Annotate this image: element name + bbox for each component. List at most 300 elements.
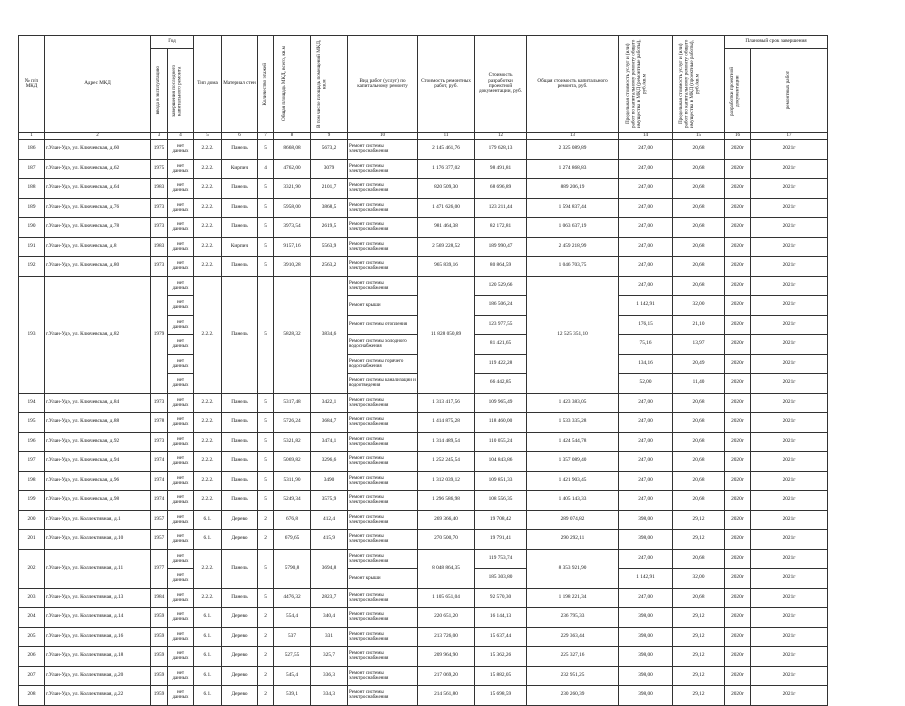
row-total-area: 539,1 [274,686,311,706]
row-total-area: 5249,34 [274,491,311,511]
row-c15: 21,10 [673,315,725,335]
row-work-type: Ремонт системы электроснабжения [348,140,418,160]
row-last-repair: нет данных [168,452,194,472]
row-c17: 2021г [751,218,828,238]
row-number: 186 [19,140,45,160]
row-premises-area: 2101,7 [311,179,348,199]
row-c16: 2020г [725,588,751,608]
row-last-repair: нет данных [168,276,194,296]
row-address: г.Улан-Удэ, ул. Ключевская, д.60 [45,140,151,160]
column-number-3: 3 [151,133,168,140]
row-c15: 20,68 [673,452,725,472]
row-commission-year: 1975 [151,159,168,179]
row-c14: 247,00 [619,140,673,160]
row-commission-year: 1959 [151,666,168,686]
row-number: 190 [19,218,45,238]
row-c16: 2020г [725,140,751,160]
row-c12: 119 753,74 [475,549,527,569]
row-floors: 5 [258,432,274,452]
row-total-area: 5790,8 [274,549,311,588]
row-wall-material: Панель [222,491,258,511]
row-last-repair: нет данных [168,608,194,628]
row-c15: 20,68 [673,413,725,433]
header-work-type: Вид работ (услуг) по капитальному ремонту [348,36,418,133]
row-c11: 1 105 651,04 [418,588,475,608]
row-address: г.Улан-Удэ, ул. Ключевская, д.62 [45,159,151,179]
row-c16: 2020г [725,471,751,491]
table-row [19,218,828,238]
table-row [19,257,828,277]
row-c14: 247,00 [619,257,673,277]
row-wall-material: Панель [222,588,258,608]
row-floors: 5 [258,491,274,511]
row-premises-area: 340,4 [311,608,348,628]
row-c16: 2020г [725,393,751,413]
row-c13: 236 795,33 [527,608,619,628]
row-commission-year: 1959 [151,647,168,667]
table-body [19,140,828,706]
row-c13: 1 424 544,78 [527,432,619,452]
row-c12: 19 791,41 [475,530,527,550]
row-number: 199 [19,491,45,511]
row-premises-area: 3834,6 [311,276,348,393]
row-c15: 20,68 [673,276,725,296]
row-c16: 2020г [725,198,751,218]
row-house-type: 6.1. [194,666,222,686]
row-c14: 398,00 [619,530,673,550]
column-number-15: 15 [673,133,725,140]
row-c14: 52,00 [619,374,673,394]
row-total-area: 527,55 [274,647,311,667]
row-wall-material: Панель [222,413,258,433]
row-c16: 2020г [725,491,751,511]
row-work-type: Ремонт системы электроснабжения [348,179,418,199]
row-floors: 2 [258,647,274,667]
row-c17: 2021г [751,276,828,296]
row-c17: 2021г [751,335,828,355]
row-premises-area: 334,3 [311,686,348,706]
table-row [19,510,828,530]
row-last-repair: нет данных [168,588,194,608]
row-c13: 1 405 143,33 [527,491,619,511]
row-last-repair: нет данных [168,296,194,316]
row-floors: 5 [258,549,274,588]
row-c17: 2021г [751,530,828,550]
row-commission-year: 1973 [151,198,168,218]
table-row [19,686,828,706]
row-c15: 29,12 [673,647,725,667]
row-c16: 2020г [725,296,751,316]
column-number-6: 6 [222,133,258,140]
row-c16: 2020г [725,218,751,238]
row-work-type: Ремонт системы холодного водоснабжения [348,335,418,355]
row-c15: 29,12 [673,627,725,647]
row-c13: 1 274 868,83 [527,159,619,179]
row-commission-year: 1974 [151,471,168,491]
row-c11: 11 828 050,89 [418,276,475,393]
row-house-type: 2.2.2. [194,276,222,393]
row-number: 208 [19,686,45,706]
row-work-type: Ремонт системы электроснабжения [348,608,418,628]
row-c13: 2 325 089,89 [527,140,619,160]
row-c17: 2021г [751,237,828,257]
row-house-type: 6.1. [194,510,222,530]
row-floors: 2 [258,686,274,706]
row-c17: 2021г [751,588,828,608]
row-c15: 20,68 [673,491,725,511]
row-c14: 247,00 [619,491,673,511]
row-floors: 2 [258,627,274,647]
row-house-type: 6.1. [194,647,222,667]
row-total-area: 4476,32 [274,588,311,608]
row-last-repair: нет данных [168,666,194,686]
row-commission-year: 1978 [151,413,168,433]
row-c17: 2021г [751,549,828,569]
row-address: г.Улан-Удэ, ул. Ключевская, д.78 [45,218,151,238]
column-number-14: 14 [619,133,673,140]
row-work-type: Ремонт системы электроснабжения [348,510,418,530]
row-address: г.Улан-Удэ, ул. Коллективная, д.14 [45,608,151,628]
row-premises-area: 3079 [311,159,348,179]
header-wall-material: Материал стен [222,36,258,133]
row-c11: 8 048 864,35 [418,549,475,588]
row-c16: 2020г [725,549,751,569]
row-last-repair: нет данных [168,179,194,199]
row-c11: 965 839,16 [418,257,475,277]
row-c13: 1 421 903,45 [527,471,619,491]
row-c15: 20,68 [673,549,725,569]
row-premises-area: 3422,1 [311,393,348,413]
row-floors: 5 [258,179,274,199]
row-c11: 1 314 489,54 [418,432,475,452]
row-total-area: 9157,16 [274,237,311,257]
row-work-type: Ремонт системы электроснабжения [348,218,418,238]
row-c16: 2020г [725,237,751,257]
row-floors: 5 [258,140,274,160]
row-commission-year: 1984 [151,588,168,608]
row-c12: 15 362,26 [475,647,527,667]
row-c12: 98 491,81 [475,159,527,179]
row-c17: 2021г [751,666,828,686]
row-c17: 2021г [751,159,828,179]
row-last-repair: нет данных [168,393,194,413]
row-house-type: 2.2.2. [194,179,222,199]
row-c15: 20,68 [673,179,725,199]
row-c11: 1 176 377,02 [418,159,475,179]
row-wall-material: Дерево [222,530,258,550]
row-number: 192 [19,257,45,277]
row-house-type: 2.2.2. [194,549,222,588]
row-work-type: Ремонт системы электроснабжения [348,471,418,491]
row-address: г.Улан-Удэ, ул. Ключевская, д.76 [45,198,151,218]
row-c12: 179 628,13 [475,140,527,160]
row-wall-material: Дерево [222,647,258,667]
table-row [19,140,828,160]
row-c12: 120 529,66 [475,276,527,296]
row-c12: 186 506,24 [475,296,527,316]
row-c14: 247,00 [619,452,673,472]
row-c13: 1 198 221,34 [527,588,619,608]
row-work-type: Ремонт системы горячего водоснабжения [348,354,418,374]
row-number: 207 [19,666,45,686]
row-floors: 2 [258,608,274,628]
row-c16: 2020г [725,159,751,179]
row-c13: 1 357 089,40 [527,452,619,472]
header-repair-cost: Стоимость ремонтных работ, руб. [418,36,475,133]
row-c15: 29,12 [673,686,725,706]
row-c14: 247,00 [619,393,673,413]
row-address: г.Улан-Удэ, ул. Коллективная, д.10 [45,530,151,550]
row-wall-material: Панель [222,179,258,199]
row-premises-area: 325,7 [311,647,348,667]
row-house-type: 6.1. [194,627,222,647]
row-work-type: Ремонт системы электроснабжения [348,452,418,472]
header-address: Адрес МКД [45,36,151,133]
header-floors: Количество этажей [261,62,268,106]
row-c17: 2021г [751,569,828,589]
row-c12: 189 990,47 [475,237,527,257]
row-wall-material: Панель [222,198,258,218]
row-c16: 2020г [725,452,751,472]
row-c12: 15 882,05 [475,666,527,686]
row-address: г.Улан-Удэ, ул. Ключевская, д.64 [45,179,151,199]
column-number-8: 8 [274,133,311,140]
column-number-5: 5 [194,133,222,140]
row-house-type: 2.2.2. [194,393,222,413]
row-c11: 270 500,70 [418,530,475,550]
row-c14: 247,00 [619,413,673,433]
row-c16: 2020г [725,315,751,335]
row-address: г.Улан-Удэ, ул. Коллективная, д.11 [45,549,151,588]
row-c16: 2020г [725,647,751,667]
table-row [19,530,828,550]
row-c13: 1 046 703,75 [527,257,619,277]
table-row [19,608,828,628]
row-house-type: 6.1. [194,530,222,550]
row-c17: 2021г [751,393,828,413]
row-c14: 247,00 [619,432,673,452]
header-limit-design: Предельная стоимость услуг и (или) работ по капитальному ремонту общего имущества в МКД (проектные работы), руб./кв.м [677,39,700,129]
row-address: г.Улан-Удэ, ул. Ключевская, д.82 [45,276,151,393]
row-wall-material: Дерево [222,627,258,647]
row-c17: 2021г [751,432,828,452]
table-row [19,491,828,511]
capital-repair-table-sheet [18,35,828,706]
row-commission-year: 1983 [151,237,168,257]
row-last-repair: нет данных [168,432,194,452]
row-address: г.Улан-Удэ, ул. Ключевская, д.98 [45,491,151,511]
row-house-type: 2.2.2. [194,471,222,491]
row-total-area: 679,65 [274,530,311,550]
row-address: г.Улан-Удэ, ул. Коллективная, д.20 [45,666,151,686]
row-commission-year: 1973 [151,257,168,277]
row-house-type: 2.2.2. [194,452,222,472]
row-commission-year: 1974 [151,452,168,472]
row-commission-year: 1983 [151,179,168,199]
row-c15: 29,12 [673,666,725,686]
row-c11: 209 964,90 [418,647,475,667]
row-total-area: 5321,82 [274,432,311,452]
row-last-repair: нет данных [168,471,194,491]
row-c15: 29,12 [673,608,725,628]
row-wall-material: Панель [222,218,258,238]
row-c16: 2020г [725,530,751,550]
row-c17: 2021г [751,198,828,218]
column-number-12: 12 [475,133,527,140]
row-last-repair: нет данных [168,413,194,433]
row-house-type: 2.2.2. [194,159,222,179]
row-c14: 247,00 [619,549,673,569]
row-floors: 4 [258,159,274,179]
row-wall-material: Дерево [222,666,258,686]
row-c13: 225 327,16 [527,647,619,667]
row-work-type: Ремонт системы отопления [348,315,418,335]
row-work-type: Ремонт системы электроснабжения [348,413,418,433]
table-row [19,588,828,608]
row-c16: 2020г [725,354,751,374]
row-c11: 2 145 461,76 [418,140,475,160]
row-last-repair: нет данных [168,218,194,238]
row-c17: 2021г [751,296,828,316]
row-number: 206 [19,647,45,667]
row-c17: 2021г [751,315,828,335]
header-design-cost: Стоимость разработки проектной документации, руб. [475,36,527,133]
row-c17: 2021г [751,608,828,628]
column-number-7: 7 [258,133,274,140]
row-wall-material: Кирпич [222,159,258,179]
row-total-area: 5069,82 [274,452,311,472]
column-number-1: 1 [19,133,45,140]
row-house-type: 6.1. [194,608,222,628]
row-c11: 820 509,30 [418,179,475,199]
row-c14: 247,00 [619,218,673,238]
row-c14: 398,00 [619,686,673,706]
row-work-type: Ремонт системы электроснабжения [348,257,418,277]
table-row [19,237,828,257]
row-c15: 11,40 [673,374,725,394]
row-c12: 16 144,13 [475,608,527,628]
row-floors: 5 [258,257,274,277]
row-c16: 2020г [725,276,751,296]
header-plan-group: Плановый срок завершения [725,36,828,49]
row-number: 194 [19,393,45,413]
row-house-type: 6.1. [194,686,222,706]
row-premises-area: 2619,5 [311,218,348,238]
row-c12: 15 637,44 [475,627,527,647]
row-c14: 398,00 [619,608,673,628]
row-c14: 398,00 [619,627,673,647]
row-c15: 20,68 [673,198,725,218]
row-floors: 2 [258,666,274,686]
row-c11: 269 366,40 [418,510,475,530]
row-c16: 2020г [725,608,751,628]
row-floors: 5 [258,393,274,413]
row-c17: 2021г [751,647,828,667]
row-premises-area: 3868,5 [311,198,348,218]
row-last-repair: нет данных [168,354,194,374]
row-commission-year: 1959 [151,608,168,628]
row-premises-area: 3474,1 [311,432,348,452]
row-wall-material: Панель [222,471,258,491]
row-number: 189 [19,198,45,218]
row-floors: 5 [258,237,274,257]
row-last-repair: нет данных [168,198,194,218]
column-number-10: 10 [348,133,418,140]
row-number: 197 [19,452,45,472]
row-last-repair: нет данных [168,510,194,530]
row-number: 188 [19,179,45,199]
row-c17: 2021г [751,140,828,160]
table-row [19,276,828,296]
header-premises-area: В том числе площадь помещений МКД, кв.м [316,39,328,129]
row-c16: 2020г [725,374,751,394]
row-c14: 398,00 [619,666,673,686]
row-c13: 2 459 218,99 [527,237,619,257]
row-c16: 2020г [725,257,751,277]
row-c17: 2021г [751,491,828,511]
row-c17: 2021г [751,257,828,277]
row-address: г.Улан-Удэ, ул. Ключевская, д.94 [45,452,151,472]
row-c15: 13,97 [673,335,725,355]
row-last-repair: нет данных [168,491,194,511]
row-house-type: 2.2.2. [194,588,222,608]
row-total-area: 8668,08 [274,140,311,160]
row-c13: 12 525 351,10 [527,276,619,393]
row-last-repair: нет данных [168,159,194,179]
row-c15: 20,68 [673,218,725,238]
row-c11: 1 296 586,98 [418,491,475,511]
row-commission-year: 1959 [151,627,168,647]
header-plan-design: разработки проектной документации [728,66,740,116]
row-c17: 2021г [751,413,828,433]
row-c13: 289 074,82 [527,510,619,530]
row-floors: 2 [258,530,274,550]
row-address: г.Улан-Удэ, ул. Ключевская, д.88 [45,413,151,433]
row-c15: 20,68 [673,237,725,257]
row-number: 202 [19,549,45,588]
row-last-repair: нет данных [168,569,194,589]
row-c12: 123 977,55 [475,315,527,335]
row-work-type: Ремонт системы электроснабжения [348,588,418,608]
column-number-13: 13 [527,133,619,140]
row-c12: 68 696,89 [475,179,527,199]
row-c11: 1 252 245,54 [418,452,475,472]
row-last-repair: нет данных [168,549,194,569]
row-c15: 20,68 [673,471,725,491]
row-c16: 2020г [725,666,751,686]
row-c12: 82 172,81 [475,218,527,238]
row-floors: 5 [258,413,274,433]
row-c11: 220 651,20 [418,608,475,628]
column-number-16: 16 [725,133,751,140]
row-c14: 1 142,91 [619,569,673,589]
column-number-4: 4 [168,133,194,140]
header-last-repair-year: завершения последнего капитального ремонта [170,64,182,117]
row-wall-material: Панель [222,452,258,472]
row-address: г.Улан-Удэ, ул. Коллективная, д.22 [45,686,151,706]
row-c16: 2020г [725,627,751,647]
row-c12: 109 965,49 [475,393,527,413]
column-number-row [19,133,828,140]
row-c14: 247,00 [619,471,673,491]
row-c13: 229 363,44 [527,627,619,647]
row-c15: 20,68 [673,140,725,160]
row-commission-year: 1973 [151,218,168,238]
table-row [19,413,828,433]
row-number: 193 [19,276,45,393]
row-c13: 889 206,19 [527,179,619,199]
row-c12: 19 708,42 [475,510,527,530]
